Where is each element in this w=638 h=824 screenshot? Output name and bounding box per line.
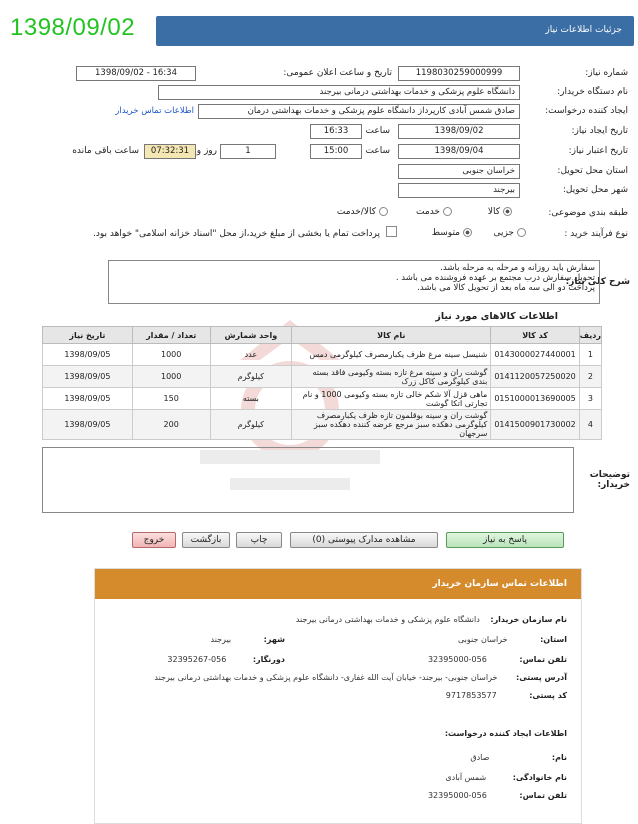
validity-time-label: ساعت <box>365 146 390 156</box>
cell-unit: کیلوگرم <box>210 366 292 388</box>
province-field: خراسان جنوبی <box>398 164 520 179</box>
creator-phone-value: 056-32395000 <box>427 791 487 800</box>
table-row <box>43 344 602 366</box>
description-line: سفارش باید روزانه و مرحله به مرحله باشد. <box>440 263 595 273</box>
cell-name: گوشت ران و سینه بوقلمون تازه ظرف یکبارمصرف کیلوگرمی دهکده سبز مرجع عرضه کننده دهکده سبز سرجهان <box>292 410 491 440</box>
create-time-label: ساعت <box>365 126 390 136</box>
exit-button[interactable]: خروج <box>132 532 176 548</box>
col-row: ردیف <box>579 327 601 344</box>
col-unit: واحد شمارش <box>210 327 292 344</box>
cell-row: 4 <box>579 410 601 440</box>
page-title: جزئیات اطلاعات نیاز <box>545 25 622 35</box>
date-stamp: 1398/09/02 <box>10 14 136 41</box>
create-date-label: تاریخ ایجاد نیاز: <box>571 126 628 136</box>
validity-date-field: 1398/09/04 <box>398 144 520 159</box>
cell-name: ماهی قزل آلا شکم خالی تازه بسته وکیومی 1000 و نام تجارتی اتکا گوشت <box>292 388 491 410</box>
table-row <box>43 410 602 440</box>
cell-unit: عدد <box>210 344 292 366</box>
payment-checkbox[interactable] <box>386 226 397 237</box>
creator-label: ایجاد کننده درخواست: <box>545 106 628 116</box>
category-option-service[interactable]: خدمت <box>416 207 452 217</box>
remaining-time-field: 07:32:31 <box>144 144 196 159</box>
reply-button[interactable]: پاسخ به نیاز <box>446 532 564 548</box>
need-number-field: 1198030259000999 <box>398 66 520 81</box>
create-time-field: 16:33 <box>310 124 362 139</box>
announce-field: 1398/09/02 - 16:34 <box>76 66 196 81</box>
cell-code: 0141120057250020 <box>491 366 579 388</box>
contact-header-title: اطلاعات تماس سازمان خریدار <box>432 579 567 589</box>
province-label: استان محل تحویل: <box>557 166 628 176</box>
creator-first-name-value: صادق <box>470 753 490 762</box>
table-row <box>43 366 602 388</box>
process-label: نوع فرآیند خرید : <box>564 229 628 239</box>
city-label: شهر محل تحویل: <box>562 185 628 195</box>
radio-icon[interactable] <box>503 207 512 216</box>
buyer-org-field: دانشگاه علوم پزشکی و خدمات بهداشتی درمانی بیرجند <box>158 85 520 100</box>
category-label: طبقه بندی موضوعی: <box>548 208 628 218</box>
process-option-medium[interactable]: متوسط <box>432 228 472 238</box>
contact-province-value: خراسان جنوبی <box>458 635 508 644</box>
radio-icon[interactable] <box>443 207 452 216</box>
creator-first-name-row <box>470 753 567 762</box>
description-box <box>108 260 600 304</box>
city-field: بیرجند <box>398 183 520 198</box>
contact-fax-value: 056-32395267 <box>167 655 227 664</box>
contact-fax-label: دورنگار: <box>252 655 285 664</box>
contact-fax-row <box>167 655 285 664</box>
contact-phone-label: تلفن تماس: <box>519 655 567 664</box>
cell-row: 3 <box>579 388 601 410</box>
contact-phone-row <box>428 655 567 664</box>
contact-postal-value: 9717853577 <box>445 691 497 700</box>
cell-date: 1398/09/05 <box>43 388 133 410</box>
buyer-notes-label: توضیحات خریدار: <box>589 470 630 490</box>
remaining-label: ساعت باقی مانده <box>72 146 139 156</box>
contact-header <box>95 569 581 599</box>
contact-province-label: استان: <box>540 635 567 644</box>
validity-label: تاریخ اعتبار نیاز: <box>568 146 628 156</box>
table-row <box>43 388 602 410</box>
contact-phone-value: 056-32395000 <box>427 655 487 664</box>
goods-table <box>42 326 602 440</box>
contact-city-row <box>211 635 286 644</box>
contact-org-label: نام سازمان خریدار: <box>490 615 567 624</box>
radio-icon[interactable] <box>379 207 388 216</box>
category-option-goods[interactable]: کالا <box>488 207 512 217</box>
description-line: تحویل سفارش درب مجتمع بر عهده فروشنده می باشد . <box>395 273 595 283</box>
col-name: نام کالا <box>292 327 491 344</box>
cell-row: 1 <box>579 344 601 366</box>
cell-qty: 150 <box>132 388 210 410</box>
cell-row: 2 <box>579 366 601 388</box>
days-field: 1 <box>220 144 276 159</box>
contact-postal-row <box>446 691 567 700</box>
cell-qty: 1000 <box>132 344 210 366</box>
creator-phone-row <box>428 791 567 800</box>
buyer-org-label: نام دستگاه خریدار: <box>557 87 628 97</box>
goods-header-row <box>43 327 602 344</box>
announce-label: تاریخ و ساعت اعلان عمومی: <box>283 68 392 78</box>
cell-code: 0143000027440001 <box>491 344 579 366</box>
title-bar <box>0 2 638 50</box>
attachments-button[interactable]: مشاهده مدارک پیوستی (0) <box>290 532 438 548</box>
radio-icon[interactable] <box>463 228 472 237</box>
contact-city-label: شهر: <box>263 635 285 644</box>
cell-qty: 1000 <box>132 366 210 388</box>
col-date: تاریخ نیاز <box>43 327 133 344</box>
creator-first-name-label: نام: <box>551 753 567 762</box>
description-label: شرح کلی نیاز: <box>565 277 630 287</box>
create-date-field: 1398/09/02 <box>398 124 520 139</box>
back-button[interactable]: بازگشت <box>182 532 230 548</box>
contact-city-value: بیرجند <box>210 635 232 644</box>
buyer-contact-link[interactable]: اطلاعات تماس خریدار <box>115 106 194 116</box>
buyer-contact-panel <box>94 568 582 824</box>
payment-note: پرداخت تمام یا بخشی از مبلغ خرید،از محل "اسناد خزانه اسلامی" خواهد بود. <box>92 229 380 239</box>
contact-address-row <box>154 673 567 682</box>
col-code: کد کالا <box>491 327 579 344</box>
contact-address-value: خراسان جنوبی- بیرجند- خیابان آیت الله غفاری- دانشگاه علوم پزشکی و خدمات بهداشتی درمانی بیرجند <box>154 673 498 682</box>
creator-last-name-value: شمس آبادی <box>445 773 487 782</box>
cell-date: 1398/09/05 <box>43 366 133 388</box>
contact-province-row <box>458 635 567 644</box>
radio-icon[interactable] <box>517 228 526 237</box>
creator-phone-label: تلفن تماس: <box>519 791 567 800</box>
buyer-notes-box <box>42 447 574 513</box>
creator-last-name-row <box>445 773 567 782</box>
process-option-minor[interactable]: جزیی <box>493 228 526 238</box>
creator-last-name-label: نام خانوادگی: <box>512 773 567 782</box>
cell-qty: 200 <box>132 410 210 440</box>
description-line: پرداخت دو الی سه ماه بعد از تحویل کالا می باشد. <box>417 283 595 293</box>
need-number-label: شماره نیاز: <box>585 68 628 78</box>
cell-code: 0151000013690005 <box>491 388 579 410</box>
goods-title: اطلاعات کالاهای مورد نیاز <box>435 311 558 322</box>
cell-date: 1398/09/05 <box>43 410 133 440</box>
creator-field: صادق شمس آبادی کارپرداز دانشگاه علوم پزشکی و خدمات بهداشتی درمان <box>198 104 520 119</box>
contact-org-row <box>296 615 567 624</box>
cell-code: 0141500901730002 <box>491 410 579 440</box>
col-qty: تعداد / مقدار <box>132 327 210 344</box>
contact-address-label: آدرس پستی: <box>516 673 567 682</box>
cell-name: شنیسل سینه مرغ ظرف یکبارمصرف کیلوگرمی دمس <box>292 344 491 366</box>
cell-unit: بسته <box>210 388 292 410</box>
days-label: روز و <box>196 146 217 156</box>
cell-date: 1398/09/05 <box>43 344 133 366</box>
validity-time-field: 15:00 <box>310 144 362 159</box>
category-option-both[interactable]: کالا/خدمت <box>337 207 388 217</box>
creator-section-title: اطلاعات ایجاد کننده درخواست: <box>444 729 567 738</box>
contact-postal-label: کد پستی: <box>529 691 567 700</box>
cell-unit: کیلوگرم <box>210 410 292 440</box>
print-button[interactable]: چاپ <box>236 532 282 548</box>
contact-org-value: دانشگاه علوم پزشکی و خدمات بهداشتی درمانی بیرجند <box>295 615 480 624</box>
cell-name: گوشت ران و سینه مرغ تازه بسته وکیومی فاقد بسته بندی کیلوگرمی کاکل زرک <box>292 366 491 388</box>
